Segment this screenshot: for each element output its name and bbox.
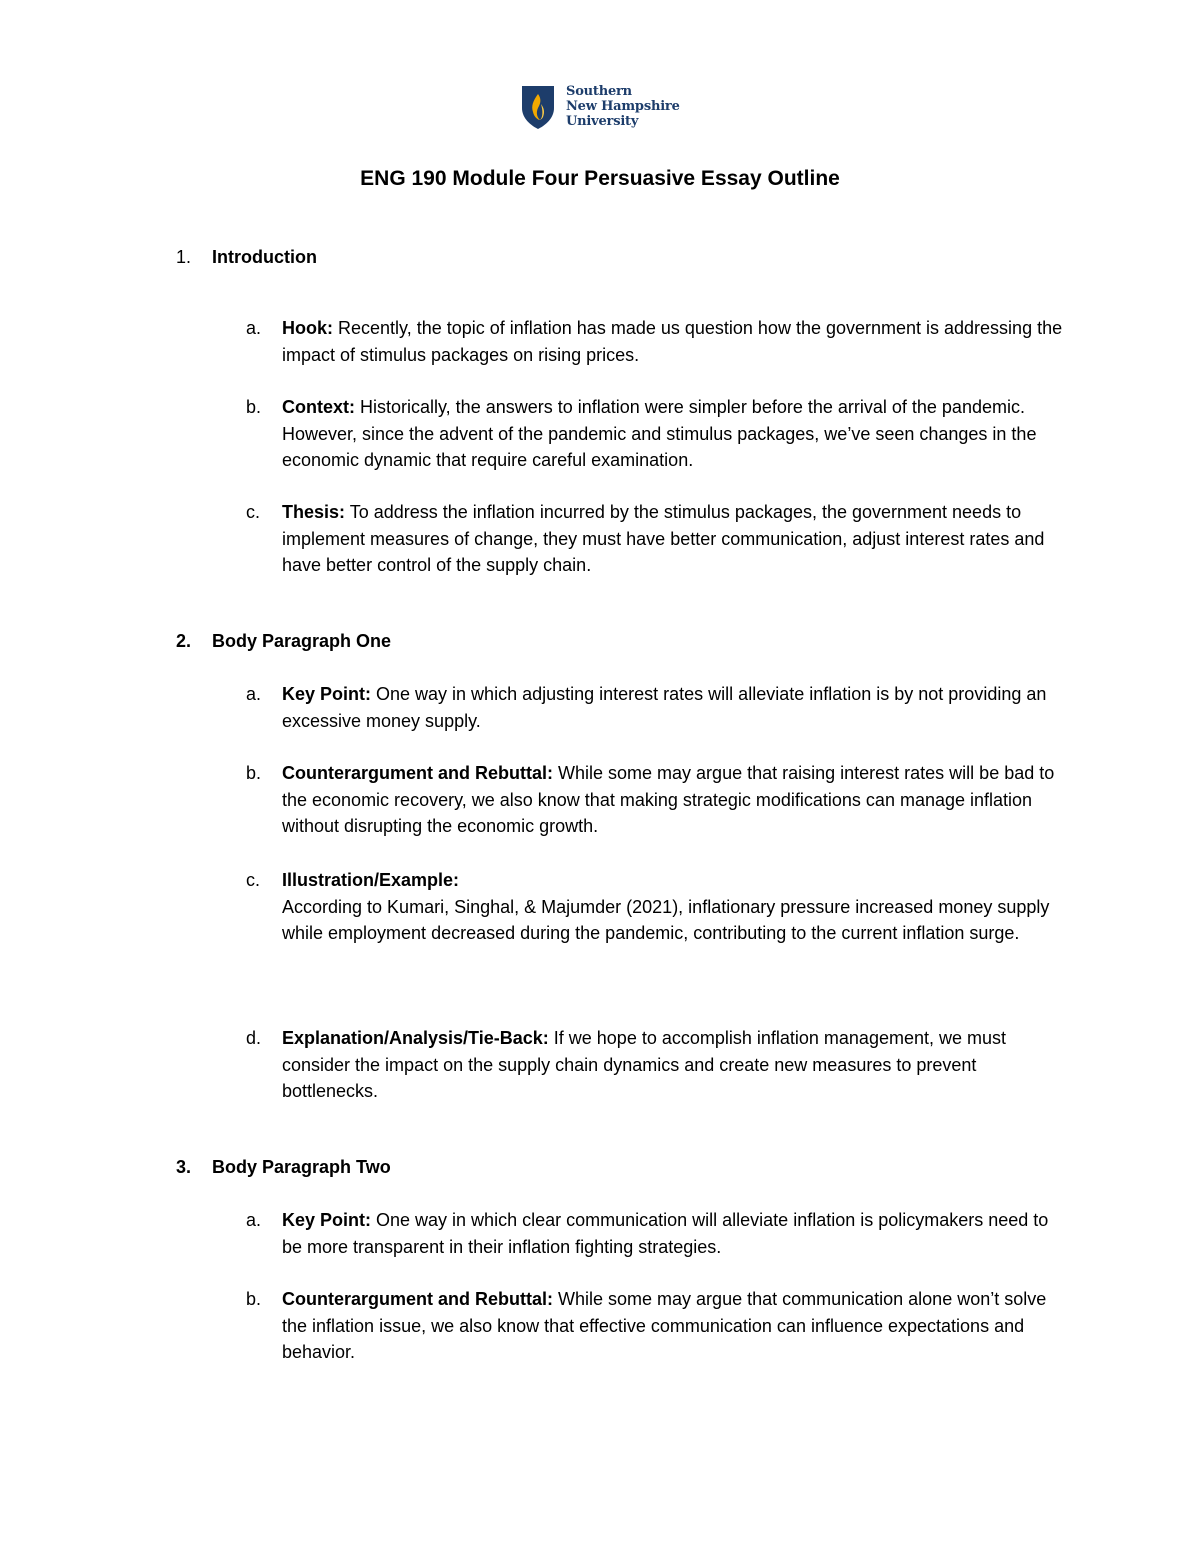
logo-wordmark: [566, 84, 680, 129]
outline-item-hook: [246, 315, 1066, 368]
item-letter: d.: [246, 1028, 262, 1048]
item-letter: b.: [246, 1289, 262, 1309]
section-heading-introduction: [176, 244, 317, 270]
section-heading-body-one: [176, 628, 391, 654]
outline-item-counterargument: [246, 760, 1066, 840]
logo-line-2: New Hampshire: [566, 99, 680, 114]
section-number: 3.: [176, 1157, 192, 1177]
item-label: Hook:: [282, 318, 333, 338]
outline-item-key-point: [246, 1207, 1066, 1260]
item-letter: c.: [246, 502, 261, 522]
item-text: Historically, the answers to inflation were simpler before the arrival of the pandemic. However, since the advent of the pandemic and stimulus packages, we’ve seen changes in the economic dynamic that require careful examination.: [282, 397, 1037, 470]
item-letter: a.: [246, 1210, 262, 1230]
section-title: Body Paragraph One: [212, 631, 392, 651]
item-label: Illustration/Example:: [282, 870, 460, 890]
item-letter: c.: [246, 870, 261, 890]
university-logo: [520, 84, 690, 132]
section-title: Body Paragraph Two: [212, 1157, 391, 1177]
outline-item-explanation: [246, 1025, 1066, 1105]
shield-flame-icon: [520, 84, 556, 130]
item-letter: a.: [246, 684, 262, 704]
section-heading-body-two: [176, 1154, 391, 1180]
logo-line-1: Southern: [566, 84, 632, 99]
outline-item-counterargument: [246, 1286, 1066, 1366]
logo-line-3: University: [566, 114, 639, 129]
item-text: Recently, the topic of inflation has made us question how the government is addressing the impact of stimulus packages on rising prices.: [282, 318, 1063, 365]
document-title: ENG 190 Module Four Persuasive Essay Outline: [360, 167, 840, 190]
section-number: 1.: [176, 247, 192, 267]
outline-item-key-point: [246, 681, 1066, 734]
outline-item-illustration: [246, 867, 1066, 947]
section-title: Introduction: [212, 247, 317, 267]
item-label: Thesis:: [282, 502, 346, 522]
item-text: According to Kumari, Singhal, & Majumder (2021), inflationary pressure increased money supply while employment decreased during the pandemic, contributing to the current inflation surge.: [282, 896, 1050, 943]
item-label: Key Point:: [282, 684, 372, 704]
item-label: Explanation/Analysis/Tie-Back:: [282, 1028, 549, 1048]
section-number: 2.: [176, 631, 192, 651]
item-text: To address the inflation incurred by the stimulus packages, the government needs to implement measures of change, they must have better communication, adjust interest rates and have better control of the supply chain.: [282, 502, 1045, 575]
item-label: Key Point:: [282, 1210, 372, 1230]
item-label: Counterargument and Rebuttal:: [282, 1289, 554, 1309]
item-letter: a.: [246, 318, 262, 338]
item-text: While some may argue that communication alone won’t solve the inflation issue, we also know that effective communication can influence expectations and behavior.: [282, 1289, 1047, 1362]
item-text: One way in which clear communication will alleviate inflation is policymakers need to be more transparent in their inflation fighting strategies.: [282, 1210, 1049, 1257]
item-label: Context:: [282, 397, 355, 417]
outline-item-thesis: [246, 499, 1066, 579]
item-letter: b.: [246, 763, 262, 783]
item-text: One way in which adjusting interest rates will alleviate inflation is by not providing an excessive money supply.: [282, 684, 1047, 731]
outline-item-context: [246, 394, 1066, 474]
item-label: Counterargument and Rebuttal:: [282, 763, 554, 783]
item-text: If we hope to accomplish inflation management, we must consider the impact on the supply chain dynamics and create new measures to prevent bottlenecks.: [282, 1028, 1006, 1101]
item-letter: b.: [246, 397, 262, 417]
item-text: While some may argue that raising interest rates will be bad to the economic recovery, we also know that making strategic modifications can manage inflation without disrupting the economic growth.: [282, 763, 1055, 836]
